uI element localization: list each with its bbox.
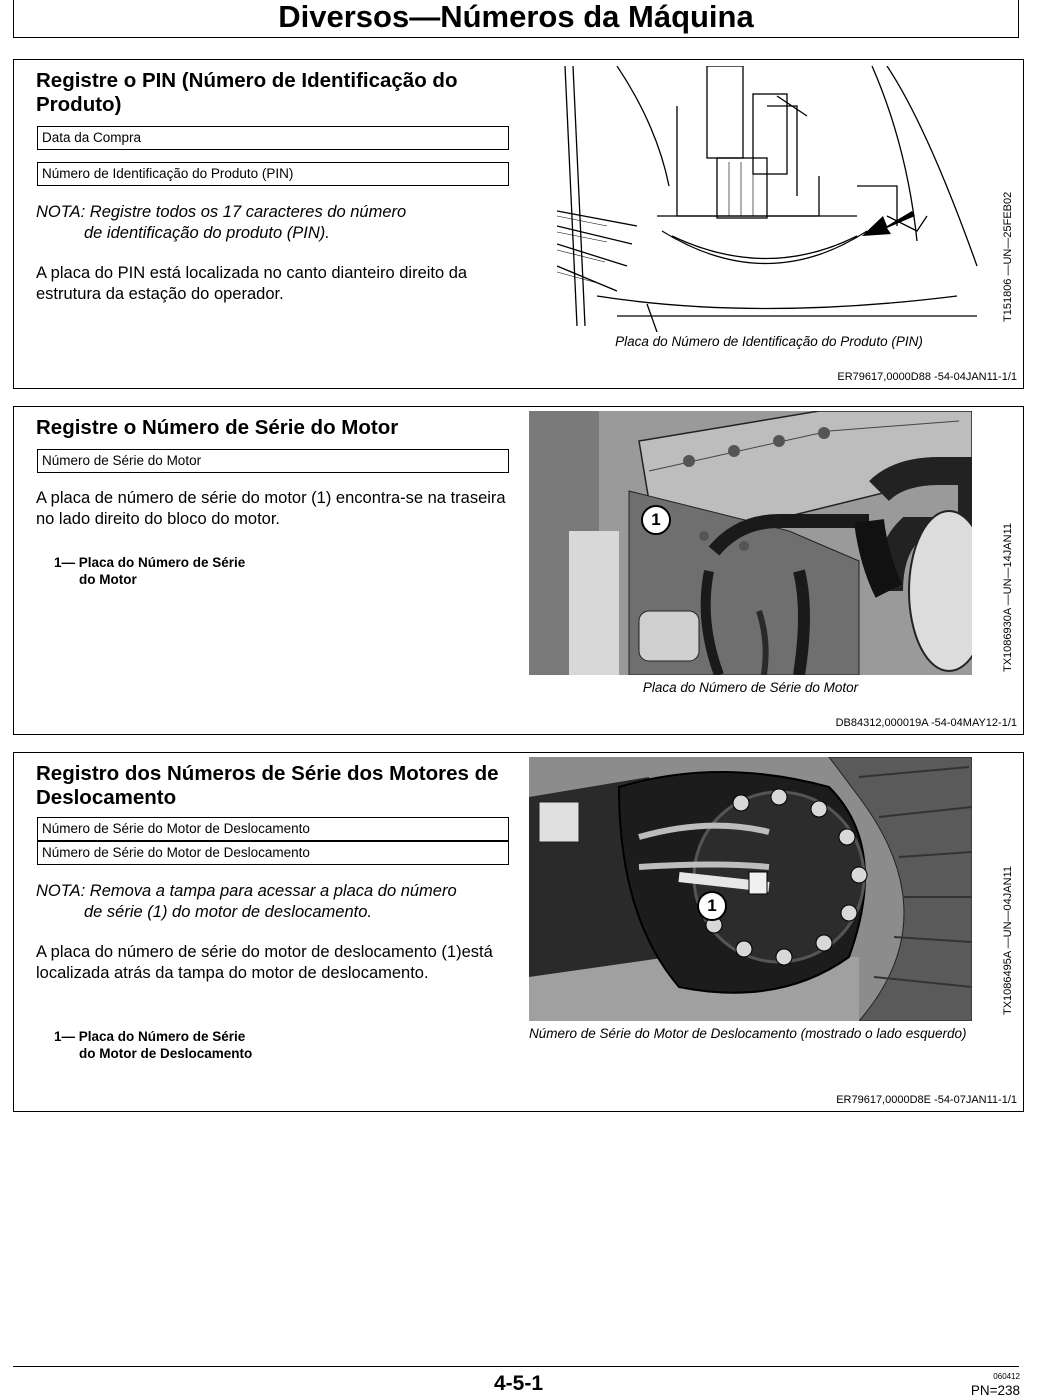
engine-ref: DB84312,000019A -54-04MAY12-1/1 [835,717,1017,729]
engine-legend-line2: do Motor [79,572,137,587]
travel-note-line1: NOTA: Remova a tampa para acessar a placa do número [36,882,457,900]
travel-callout-number: 1 [707,896,717,915]
pin-caption: Placa do Número de Identificação do Produto (PIN) [615,334,923,349]
page-title-box [13,0,1019,38]
pin-note-line2: de identificação do produto (PIN). [84,224,330,242]
travel-callout [697,891,727,921]
travel-note [36,881,514,923]
engine-section [13,406,1024,735]
page-code: 060412 [993,1372,1020,1381]
footer-divider [13,1366,1019,1367]
purchase-date-field[interactable]: Data da Compra [37,126,509,150]
travel-paragraph: A placa do número de série do motor de deslocamento (1)está localizada atrás da tampa do motor de deslocamento. [36,943,493,982]
travel-motor-figure [529,757,972,1021]
travel-legend-line1: 1— Placa do Número de Série [54,1029,246,1044]
pin-section [13,59,1024,389]
pin-note [36,202,514,244]
page-title: Diversos—Números da Máquina [278,0,754,34]
engine-photo [529,411,972,675]
engine-paragraph: A placa de número de série do motor (1) encontra-se na traseira no lado direito do bloco do motor. [36,489,506,528]
travel-serial-field-2[interactable]: Número de Série do Motor de Deslocamento [37,841,509,865]
travel-legend-line2: do Motor de Deslocamento [79,1046,253,1061]
travel-figure-id: TX1086495A —UN—04JAN11 [1002,866,1014,1015]
pin-paragraph: A placa do PIN está localizada no canto dianteiro direito da estrutura da estação do operador. [36,264,468,303]
pin-plate-figure [557,66,983,332]
engine-callout [641,505,671,535]
engine-legend [54,554,245,588]
travel-section-title: Registro dos Números de Série dos Motores de Deslocamento [36,762,499,809]
travel-legend [54,1028,252,1062]
pn-number: PN=238 [970,1383,1020,1398]
travel-caption: Número de Série do Motor de Deslocamento (mostrado o lado esquerdo) [529,1026,967,1041]
page-number: 4-5-1 [493,1372,544,1395]
travel-serial-field-1[interactable]: Número de Série do Motor de Deslocamento [37,817,509,841]
engine-callout-number: 1 [651,510,661,529]
engine-plate-figure [529,411,972,675]
cab-illustration [557,66,983,332]
travel-motor-photo [529,757,972,1021]
pin-figure-id: T151806 —UN—25FEB02 [1002,191,1014,322]
pin-ref: ER79617,0000D88 -54-04JAN11-1/1 [837,371,1017,383]
engine-caption: Placa do Número de Série do Motor [642,680,859,695]
travel-note-line2: de série (1) do motor de deslocamento. [84,903,372,921]
travel-section [13,752,1024,1112]
pin-field[interactable]: Número de Identificação do Produto (PIN) [37,162,509,186]
engine-legend-line1: 1— Placa do Número de Série [54,555,246,570]
engine-figure-id: TX1086930A —UN—14JAN11 [1002,523,1014,672]
travel-ref: ER79617,0000D8E -54-07JAN11-1/1 [836,1094,1017,1106]
engine-serial-field[interactable]: Número de Série do Motor [37,449,509,473]
pin-section-title: Registre o PIN (Número de Identificação do Produto) [36,69,458,116]
pin-note-line1: NOTA: Registre todos os 17 caracteres do número [36,203,407,221]
engine-section-title: Registre o Número de Série do Motor [36,416,399,439]
